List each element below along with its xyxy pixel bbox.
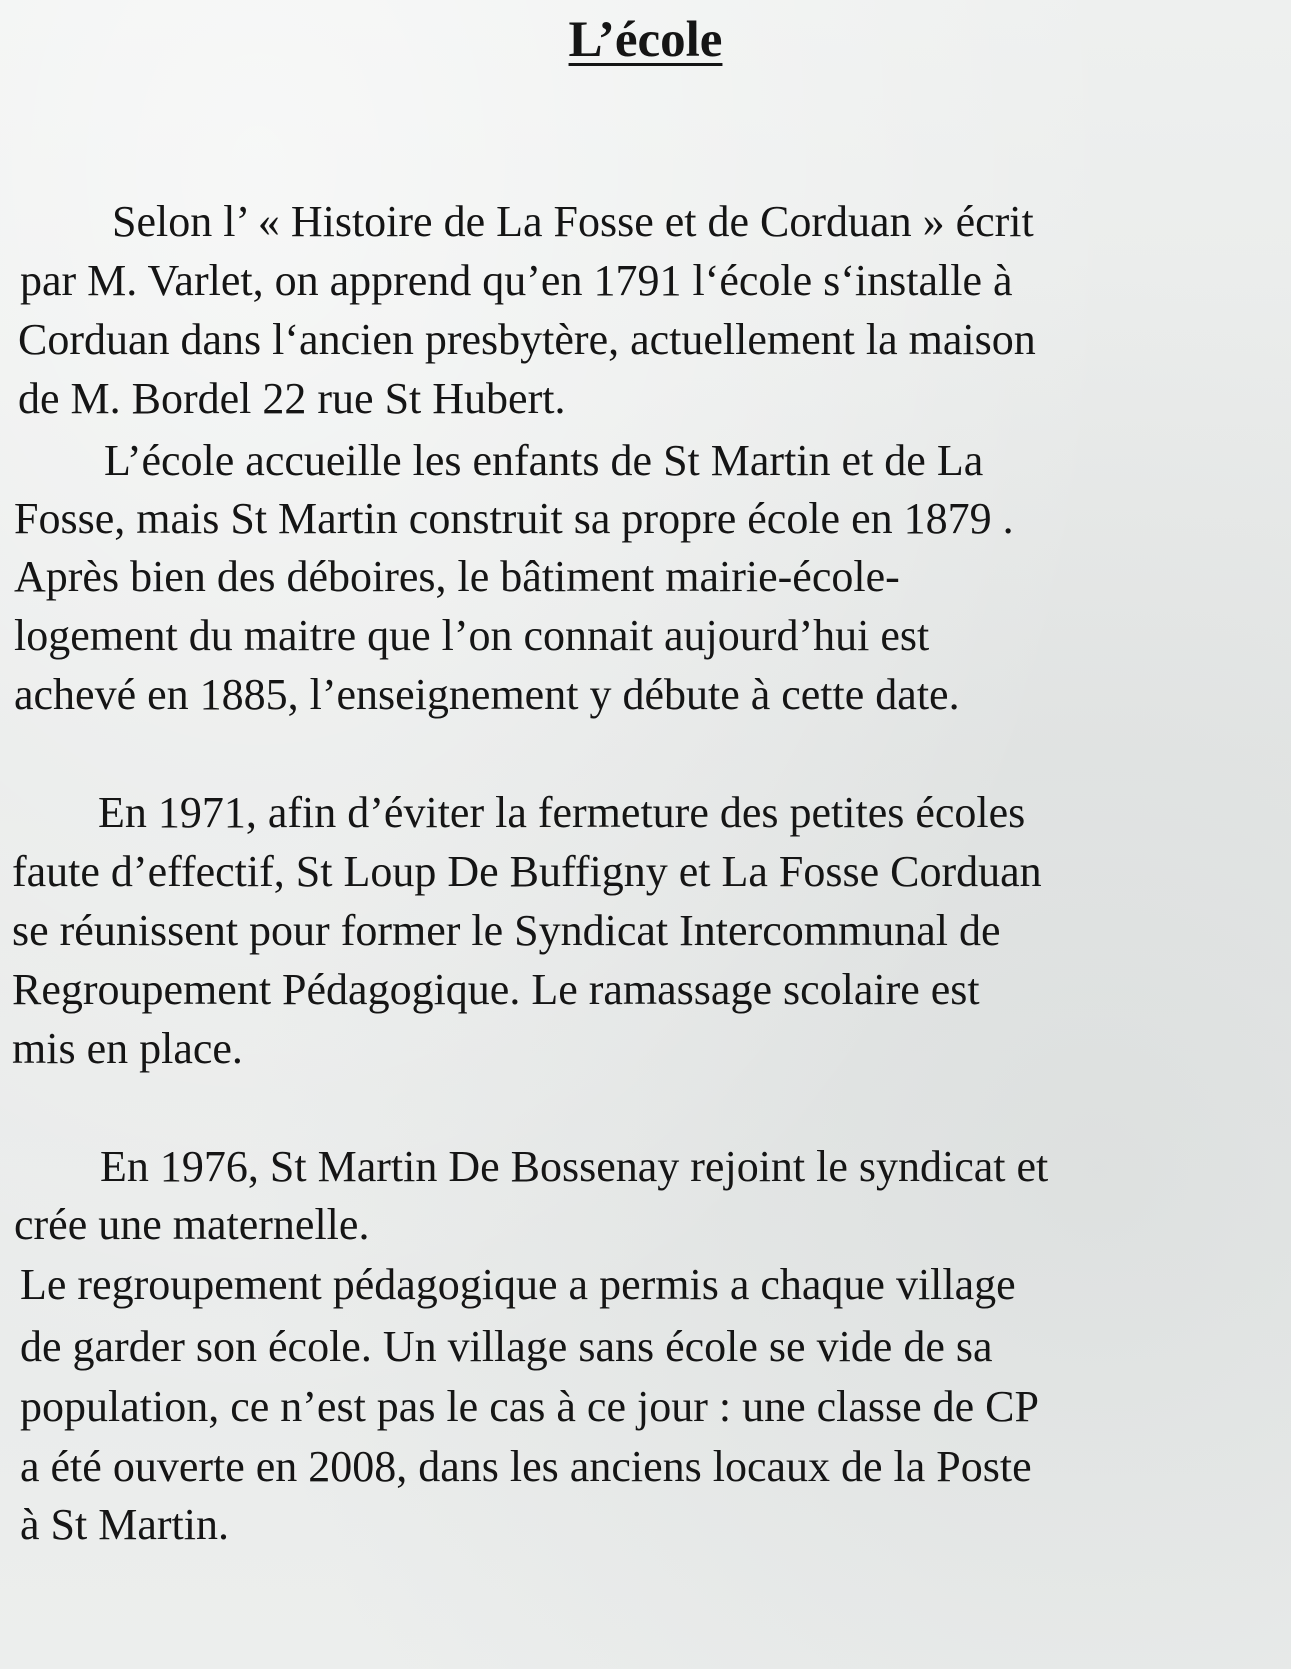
text-line: Le regroupement pédagogique a permis a chaque village	[20, 1260, 1016, 1309]
text-line: se réunissent pour former le Syndicat Intercommunal de	[12, 906, 1001, 955]
text-line: par M. Varlet, on apprend qu’en 1791 l‘école s‘installe à	[20, 256, 1013, 305]
text-line: à St Martin.	[20, 1500, 229, 1549]
text-line: a été ouverte en 2008, dans les anciens locaux de la Poste	[20, 1442, 1032, 1491]
text-line: En 1976, St Martin De Bossenay rejoint le syndicat et	[100, 1142, 1049, 1191]
text-line: crée une maternelle.	[14, 1200, 370, 1249]
text-line: Regroupement Pédagogique. Le ramassage scolaire est	[12, 965, 980, 1014]
text-line: Corduan dans l‘ancien presbytère, actuellement la maison	[18, 315, 1036, 364]
text-line: de M. Bordel 22 rue St Hubert.	[18, 374, 566, 423]
text-line: de garder son école. Un village sans école se vide de sa	[20, 1322, 993, 1371]
page-title: L’école	[568, 12, 723, 68]
text-line: En 1971, afin d’éviter la fermeture des petites écoles	[98, 788, 1026, 837]
text-line: Selon l’ « Histoire de La Fosse et de Corduan » écrit	[112, 197, 1034, 246]
text-line: Après bien des déboires, le bâtiment mairie-école-	[14, 552, 900, 601]
text-line: mis en place.	[12, 1024, 243, 1073]
text-line: population, ce n’est pas le cas à ce jour : une classe de CP	[20, 1382, 1040, 1431]
text-line: logement du maitre que l’on connait aujourd’hui est	[14, 611, 930, 660]
text-line: achevé en 1885, l’enseignement y débute à cette date.	[14, 670, 960, 719]
text-line: faute d’effectif, St Loup De Buffigny et La Fosse Corduan	[12, 847, 1042, 896]
text-line: Fosse, mais St Martin construit sa propre école en 1879 .	[14, 494, 1014, 543]
text-line: L’école accueille les enfants de St Martin et de La	[104, 436, 984, 485]
